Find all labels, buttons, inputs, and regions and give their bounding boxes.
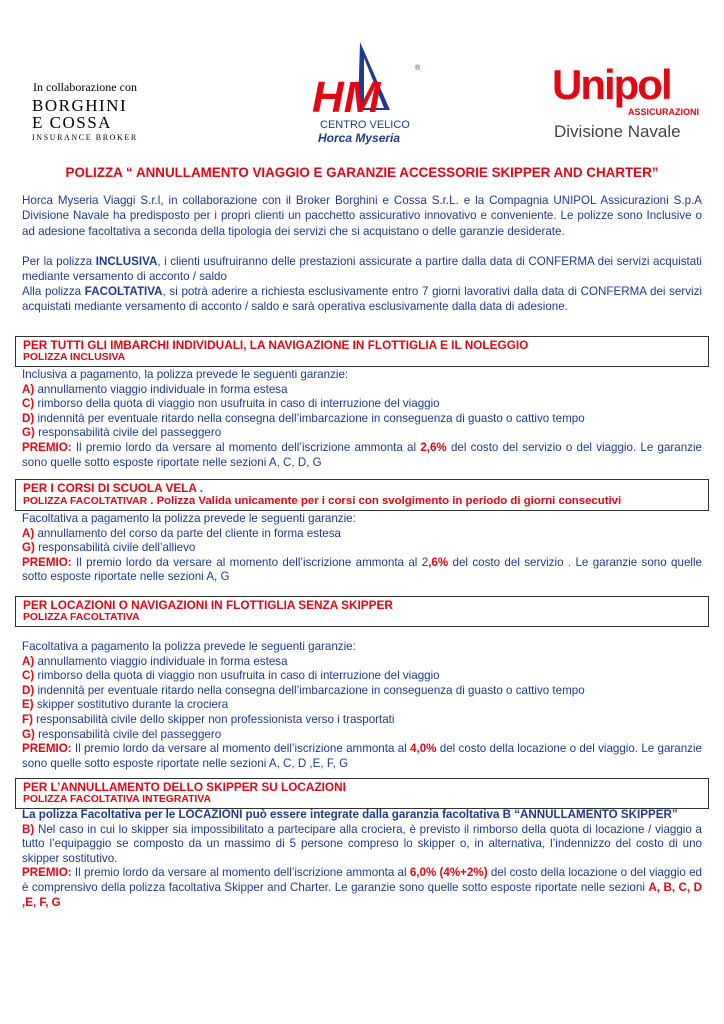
section3-heading: PER LOCAZIONI O NAVIGAZIONI IN FLOTTIGLIA SENZA SKIPPER [23,598,393,612]
section2-intro: Facoltativa a pagamento la polizza prevede le seguenti garanzie: [22,512,356,525]
unipol-logo [548,55,708,145]
broker-logo-line1: BORGHINI [32,96,128,115]
section2-subheading [16,495,708,510]
item-key: A) [22,382,35,396]
premio-text: del costo della locazione o del viaggio ed è comprensivo della polizza facoltativa Skipper and Charter. Le garanzie sono quelle sotto esposte riportate nelle sezioni [22,866,702,894]
unipol-brand: Unipol [552,61,671,108]
item-text: indennità per eventuale ritardo nella consegna dell’imbarcazione in conseguenza di guasto o cattivo tempo [34,411,585,425]
broker-logo-line3: INSURANCE BROKER [32,133,138,142]
section1-item [22,412,702,427]
section3-intro: Facoltativa a pagamento la polizza prevede le seguenti garanzie: [22,640,356,653]
section4-heading: PER L’ANNULLAMENTO DELLO SKIPPER SU LOCAZIONI [23,780,346,794]
section3-item [22,655,702,670]
premio-text: Il premio lordo da versare al momento dell’iscrizione ammonta al [71,866,410,880]
item-text: annullamento del corso da parte del cliente in forma estesa [34,526,342,540]
section1-item [22,383,702,398]
facoltativa-post: , si potrà aderire a richiesta esclusivamente entro 7 giorni lavorativi dalla data di CONFERMA dei servizi acquistati mediante versamento di acconto / saldo e sarà operativa esclusivamente dalla data di adesione. [22,285,702,314]
facoltativa-pre: Alla polizza [22,285,85,298]
section1-item [22,426,702,441]
section1-heading: PER TUTTI GLI IMBARCHI INDIVIDUALI, LA NAVIGAZIONE IN FLOTTIGLIA E IL NOLEGGIO [23,338,529,352]
premio-label: PREMIO: [22,866,72,880]
item-text: Nel caso in cui lo skipper sia impossibilitato a partecipare alla crociera, è previsto il rimborso della quota di locazione / viaggio a tutto l’equipaggio se composto da un massimo di 5 persone compreso lo skipper o, in alternativa, l’indennizzo del costo di uno skipper sostitutivo. [22,822,702,865]
inclusiva-pre: Per la polizza [22,255,96,268]
item-text: rimborso della quota di viaggio non usufruita in caso di interruzione del viaggio [34,397,440,411]
section3-item [22,669,702,684]
premio-text: del costo della locazione o del viaggio. Le garanzie sono quelle sotto esposte riportate nelle sezioni A, C, D ,E, F, G [22,742,702,770]
premio-value: 4,0% [410,742,437,756]
unipol-division: Divisione Navale [554,122,681,141]
premio-text: Il premio lordo da versare al momento dell’iscrizione ammonta al [71,440,421,454]
hm-logo-line2: Horca Myseria [318,131,401,145]
section2-item [22,541,702,556]
premio-value: ,6% [428,555,449,569]
section2-heading: PER I CORSI DI SCUOLA VELA . [23,481,204,495]
section2-premio [22,556,702,585]
item-key: F) [22,712,33,726]
section1-header [15,336,709,367]
item-text: rimborso della quota di viaggio non usufruita in caso di interruzione del viaggio [34,669,440,683]
section3-subheading: POLIZZA FACOLTATIVA [23,612,140,623]
section4-item-b [22,823,702,867]
section4-body [22,808,702,910]
section2-item [22,527,702,542]
page-title: POLIZZA “ ANNULLAMENTO VIAGGIO E GARANZIE ACCESSORIE SKIPPER AND CHARTER” [65,165,659,180]
item-key: G) [22,541,35,555]
premio-value: 6,0% (4%+2%) [409,866,488,880]
item-key: G) [22,727,35,741]
item-key: A) [22,654,35,668]
borghini-cossa-logo [32,97,144,142]
section2-subheading-b: . Polizza Valida unicamente per i corsi con svolgimento in periodo di giorni consecutivi [147,495,622,507]
item-key: A) [22,526,35,540]
item-text: annullamento viaggio individuale in forma estesa [34,654,288,668]
item-key: G) [22,426,35,440]
item-text: responsabilità civile del passeggero [34,426,222,440]
section2-subheading-a: POLIZZA FACOLTATIVAR [23,496,148,507]
hm-logo-mark: HM [312,73,381,122]
item-text: responsabilità civile dello skipper non professionista verso i trasportati [32,712,395,726]
section1-body [22,368,702,470]
item-key: B) [22,822,35,836]
inclusiva-post: , i clienti usufruiranno delle prestazioni assicurate a partire dalla data di CONFERMA dei servizi acquistati mediante versamento di acconto / saldo [22,255,702,284]
section4-lead: La polizza Facoltativa per le LOCAZIONI può essere integrate dalla garanzia facoltativa B “ANNULLAMENTO SKIPPER” [22,808,678,821]
premio-label: PREMIO: [22,742,72,756]
premio-value: 2,6% [420,440,447,454]
section3-header [15,596,709,627]
section3-item [22,684,702,699]
section3-item [22,698,702,713]
section3-item [22,713,702,728]
premio-label: PREMIO: [22,555,72,569]
item-text: responsabilità civile dell’allievo [34,541,196,555]
premio-sections: A, B, C, D ,E, F, G [22,880,702,909]
section3-premio [22,742,702,771]
section1-item [22,397,702,412]
item-text: skipper sostitutivo durante la crociera [33,698,229,712]
item-key: C) [22,397,35,411]
intro-paragraph: Horca Myseria Viaggi S.r.l, in collaborazione con il Broker Borghini e Cossa S.r.L. e la Compagnia UNIPOL Assicurazioni S.p.A Divisione Navale ha predisposto per i propri clienti un pacchetto assicurativo innovativo e conveniente. Le polizze sono Inclusive o ad adesione facoltativa a seconda della tipologia dei servizi che si acquistano o delle garanzie desiderate. [22,194,702,238]
item-text: indennità per eventuale ritardo nella consegna dell’imbarcazione in conseguenza di guasto o cattivo tempo [34,683,585,697]
section1-subheading: POLIZZA INCLUSIVA [23,352,126,363]
inclusiva-bold: INCLUSIVA [95,255,158,268]
premio-text: del costo del servizio . Le garanzie sono quelle sotto esposte riportate nelle sezioni A, G [22,555,702,584]
horca-myseria-logo [300,40,430,150]
item-key: C) [22,669,35,683]
item-key: D) [22,411,35,425]
premio-text: Il premio lordo da versare al momento dell’iscrizione ammonta al 2 [71,555,429,569]
facoltativa-paragraph [22,284,702,315]
section4-header [15,778,709,809]
collaboration-label: In collaborazione con [33,80,137,94]
item-key: E) [22,698,34,712]
section3-body [22,640,702,771]
facoltativa-bold: FACOLTATIVA [84,285,163,298]
item-text: responsabilità civile del passeggero [34,727,222,741]
item-key: D) [22,683,35,697]
broker-logo-line2: E COSSA [32,113,112,132]
section2-body [22,512,702,585]
section4-subheading: POLIZZA FACOLTATIVA INTEGRATIVA [23,794,211,805]
section1-premio [22,441,702,470]
premio-text: del costo del servizio o del viaggio. Le garanzie sono quelle sotto esposte riportate nelle sezioni A, C, D, G [22,440,702,469]
unipol-sub: ASSICURAZIONI [628,107,700,117]
hm-logo-line1: CENTRO VELICO [320,119,410,131]
inclusiva-paragraph [22,254,702,285]
svg-text:®: ® [415,65,421,72]
section2-header [15,479,709,511]
item-text: annullamento viaggio individuale in forma estesa [34,382,288,396]
section4-premio [22,866,702,910]
premio-text: Il premio lordo da versare al momento dell’iscrizione ammonta al [71,742,411,756]
premio-label: PREMIO: [22,440,72,454]
section1-intro: Inclusiva a pagamento, la polizza prevede le seguenti garanzie: [22,368,349,381]
section3-item [22,728,702,743]
